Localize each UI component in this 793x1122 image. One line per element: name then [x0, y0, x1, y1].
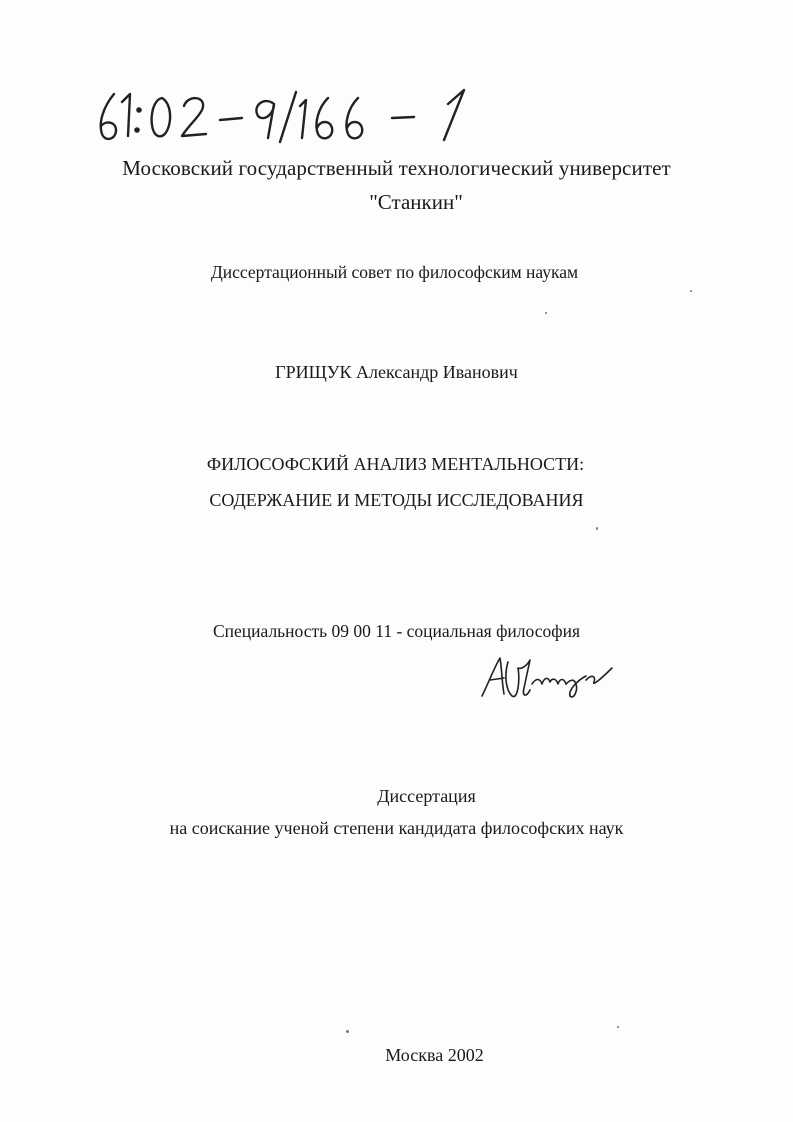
- dissertation-title-line-1: ФИЛОСОФСКИЙ АНАЛИЗ МЕНТАЛЬНОСТИ:: [206, 454, 585, 474]
- scan-speck: [690, 290, 692, 292]
- scan-speck: [545, 312, 547, 314]
- university-name: Московский государственный технологический университет: [122, 156, 671, 180]
- specialty: Специальность 09 00 11 - социальная философия: [212, 621, 580, 641]
- handwritten-archive-code: [92, 84, 512, 148]
- dissertation-council: Диссертационный совет по философским наукам: [210, 262, 579, 282]
- scan-speck: [596, 527, 598, 530]
- author-name: ГРИЩУК Александр Иванович: [275, 362, 518, 382]
- dissertation-title-line-2: СОДЕРЖАНИЕ И МЕТОДЫ ИССЛЕДОВАНИЯ: [209, 490, 584, 510]
- scan-speck: [346, 1030, 349, 1033]
- dissertation-purpose: на соискание ученой степени кандидата философских наук: [169, 818, 624, 838]
- scan-speck: [617, 1026, 619, 1028]
- dissertation-label: Диссертация: [377, 786, 476, 806]
- university-short-name: "Станкин": [369, 190, 463, 214]
- city-and-year: Москва 2002: [385, 1045, 484, 1065]
- author-signature: [478, 650, 614, 708]
